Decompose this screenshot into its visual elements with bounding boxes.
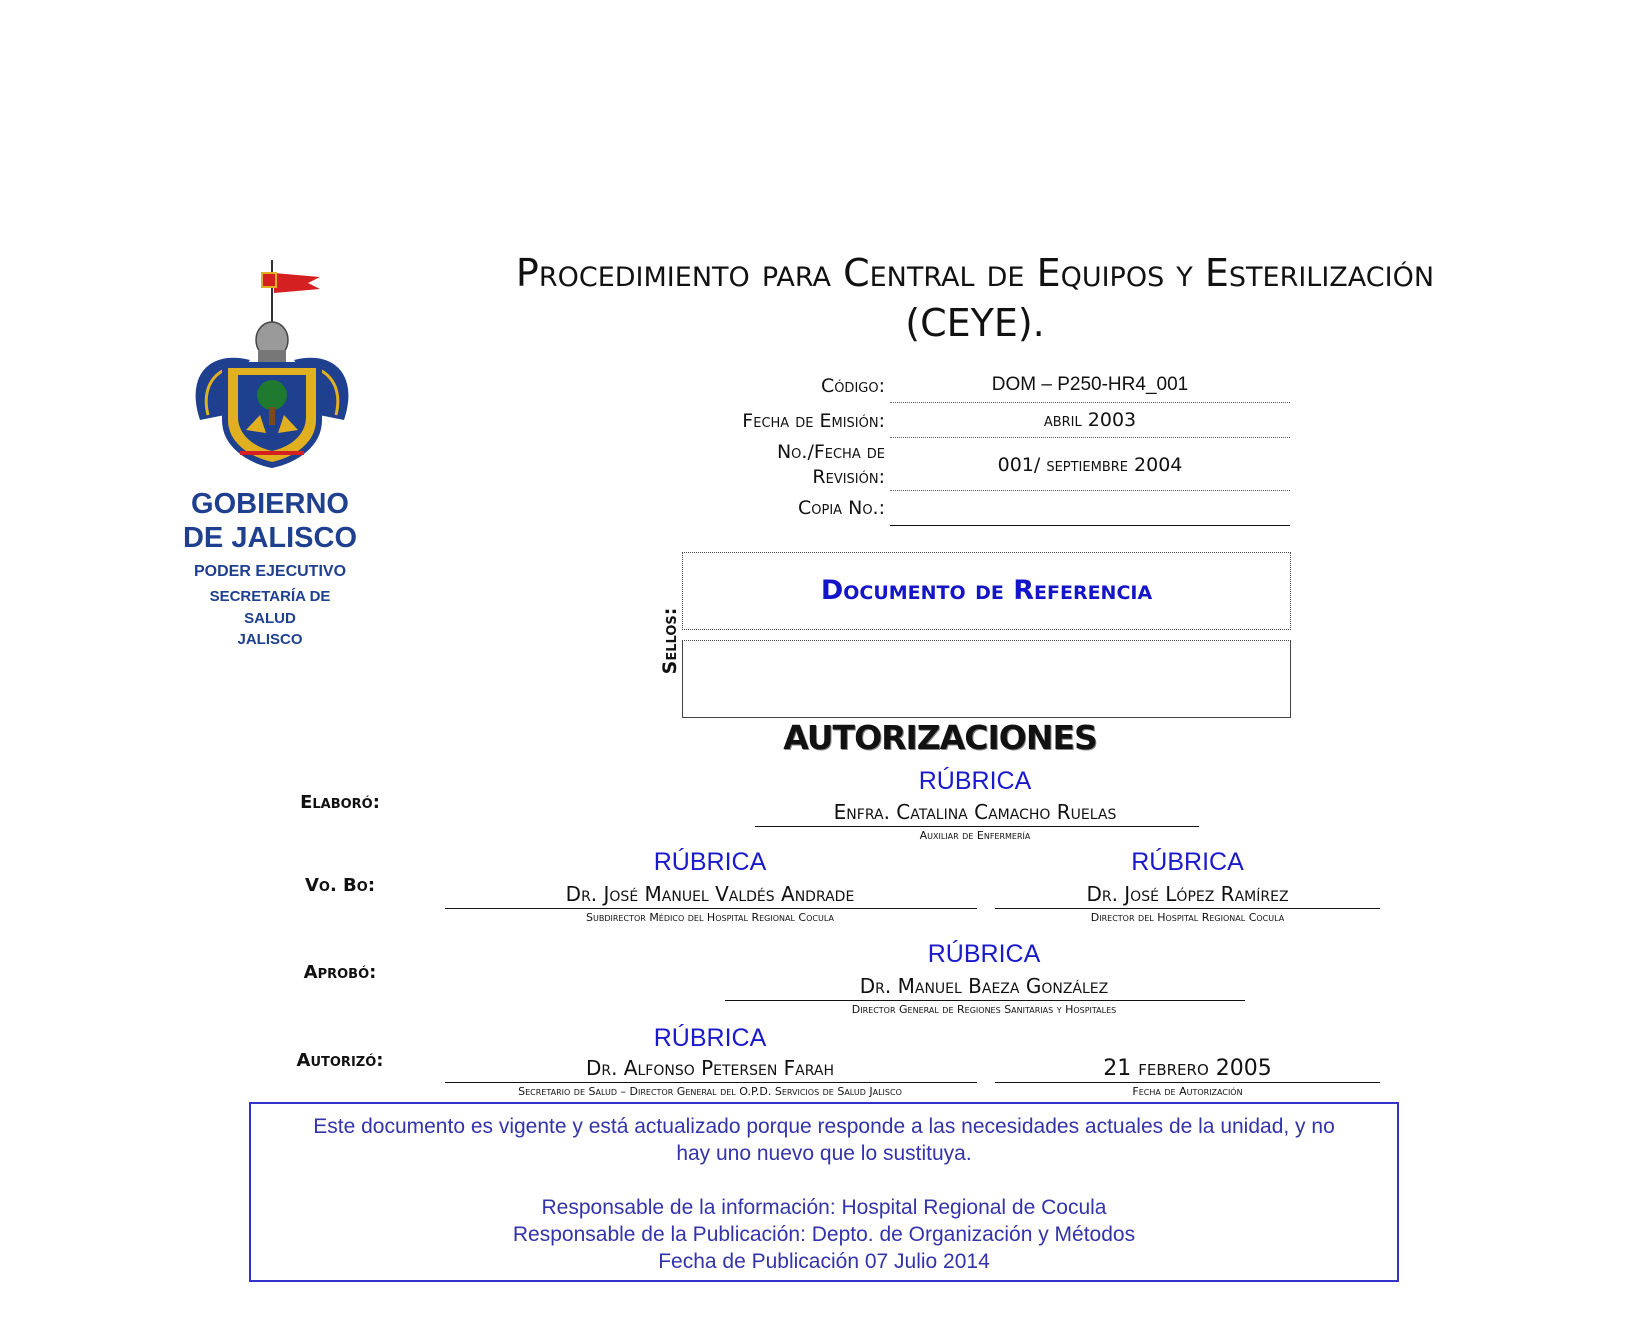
vobo-left-name: Dr. José Manuel Valdés Andrade [565,882,855,906]
notice-line-2: hay uno nuevo que lo sustituya. [676,1142,972,1165]
elaboro-rubrica: RÚBRICA [918,767,1032,795]
revision-label-1: No./Fecha de [776,441,885,463]
autorizo-label: Autorizó: [296,1050,384,1071]
vobo-right-role: Director del Hospital Regional Cocula [1090,911,1285,924]
copia-line [890,525,1290,526]
autorizo-name: Dr. Alfonso Petersen Farah [585,1056,835,1080]
aprobo-name: Dr. Manuel Baeza González [859,974,1109,998]
vobo-right-line [995,908,1380,909]
vobo-left-line [445,908,977,909]
fecha-emision-label: Fecha de Emisión: [742,410,885,432]
vobo-right-rubrica: RÚBRICA [1131,848,1244,876]
elaboro-role: Auxiliar de Enfermería [919,829,1031,842]
elaboro-line [755,826,1199,827]
logo-line-3: PODER EJECUTIVO [193,563,347,580]
notice-line-3: Responsable de la información: Hospital Regional de Cocula [541,1196,1107,1219]
notice-line-5: Fecha de Publicación 07 Julio 2014 [658,1250,990,1273]
logo-line-4: SECRETARÍA DE [209,588,331,605]
vobo-left-rubrica: RÚBRICA [653,848,767,876]
logo-line-5: SALUD [244,610,296,627]
logo-line-2: DE JALISCO [182,522,358,554]
logo-line-1: GOBIERNO [191,488,349,520]
autorizo-rubrica: RÚBRICA [653,1024,767,1052]
aprobo-role: Director General de Regiones Sanitarias y Hospitales [851,1003,1117,1016]
codigo-line [890,402,1290,403]
vobo-label: Vo. Bo: [304,875,376,896]
fecha-emision-value: abril 2003 [1043,409,1137,431]
sellos-label: Sellos: [659,607,681,675]
aprobo-line [725,1000,1245,1001]
codigo-label: Código: [820,375,885,397]
notice-line-4: Responsable de la Publicación: Depto. de Organización y Métodos [512,1223,1136,1246]
vobo-right-name: Dr. José López Ramírez [1086,882,1289,906]
elaboro-name: Enfra. Catalina Camacho Ruelas [833,800,1117,824]
logo-text [150,488,390,650]
document-title-line-2: (CEYE). [905,301,1045,345]
fecha-emision-line [890,437,1290,438]
autorizacion-date: 21 febrero 2005 [1103,1056,1272,1081]
aprobo-rubrica: RÚBRICA [927,940,1041,968]
copia-label: Copia No.: [798,497,885,519]
notice-line-1: Este documento es vigente y está actualizado porque responde a las necesidades actuales de la unidad, y no [313,1115,1335,1138]
revision-label-2: Revisión: [812,466,885,488]
vobo-left-role: Subdirector Médico del Hospital Regional Cocula [586,911,834,924]
autorizo-line [445,1082,977,1083]
notice-spacer [251,1167,1397,1194]
vigencia-notice-box [249,1102,1399,1282]
autorizacion-date-label: Fecha de Autorización [1132,1085,1243,1098]
sellos-stamp-text: Documento de Referencia [820,575,1153,606]
jalisco-coat-of-arms [180,255,360,470]
revision-value: 001/ septiembre 2004 [997,454,1183,476]
revision-line [890,490,1290,491]
sellos-empty-box [682,640,1291,718]
sellos-stamp-box [682,552,1291,630]
autorizacion-date-line [995,1082,1380,1083]
aprobo-label: Aprobó: [303,962,377,983]
elaboro-label: Elaboró: [300,792,380,813]
logo-line-6: JALISCO [237,631,303,648]
coat-of-arms-icon [180,255,360,470]
autorizaciones-heading: AUTORIZACIONES [783,718,1097,757]
document-title-line-1: Procedimiento para Central de Equipos y Esterilización [515,251,1435,295]
codigo-value: DOM – P250-HR4_001 [991,374,1189,395]
autorizo-role: Secretario de Salud – Director General del O.P.D. Servicios de Salud Jalisco [518,1085,902,1098]
